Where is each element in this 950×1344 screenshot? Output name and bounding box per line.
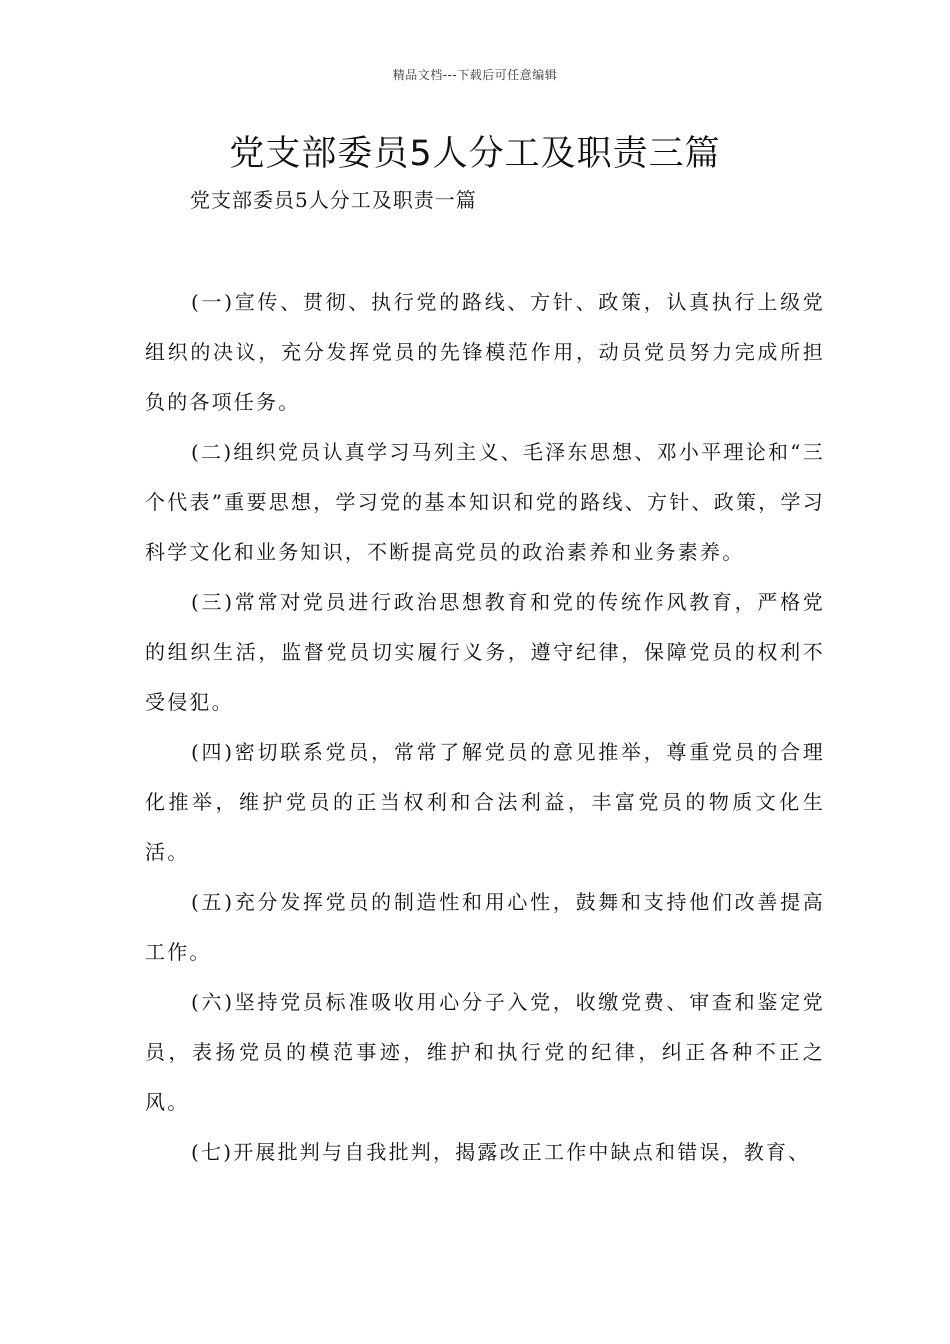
document-body bbox=[145, 277, 825, 1177]
paragraph-1: (一)宣传、贯彻、执行党的路线、方针、政策，认真执行上级党组织的决议，充分发挥党员的先锋模范作用，动员党员努力完成所担负的各项任务。 bbox=[145, 290, 825, 414]
document-subtitle: 党支部委员5人分工及职责一篇 bbox=[190, 188, 477, 212]
paragraph-5: (五)充分发挥党员的制造性和用心性，鼓舞和支持他们改善提高工作。 bbox=[145, 890, 825, 964]
paragraph-3: (三)常常对党员进行政治思想教育和党的传统作风教育，严格党的组织生活，监督党员切实履行义务，遵守纪律，保障党员的权利不受侵犯。 bbox=[145, 590, 825, 714]
paragraph-4: (四)密切联系党员，常常了解党员的意见推举，尊重党员的合理化推举，维护党员的正当权利和合法利益，丰富党员的物质文化生活。 bbox=[145, 740, 825, 864]
paragraph-2: (二)组织党员认真学习马列主义、毛泽东思想、邓小平理论和“三个代表”重要思想，学习党的基本知识和党的路线、方针、政策，学习科学文化和业务知识，不断提高党员的政治素养和业务素养。 bbox=[145, 440, 825, 564]
paragraph-7: (七)开展批判与自我批判，揭露改正工作中缺点和错误，教育、 bbox=[191, 1140, 811, 1164]
header-note: 精品文档---下载后可任意编辑 bbox=[392, 68, 558, 82]
document-title: 党支部委员5人分工及职责三篇 bbox=[229, 134, 721, 174]
paragraph-6: (六)坚持党员标准吸收用心分子入党，收缴党费、审查和鉴定党员，表扬党员的模范事迹，维护和执行党的纪律，纠正各种不正之风。 bbox=[145, 990, 825, 1114]
